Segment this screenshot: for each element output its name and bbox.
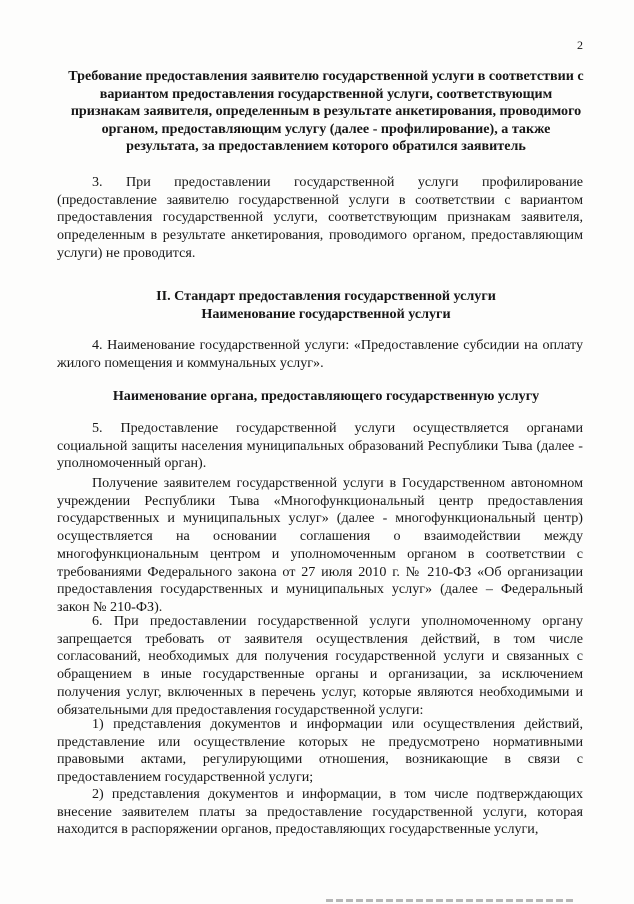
paragraph-5-mfc: Получение заявителем государственной услуги в Государственном автономном учреждении Республики Тыва «Многофункциональный центр предоставления государственных и муниципальных услуг» (далее - многофункциональный центр) осуществляется на основании соглашения о взаимодействии между многофункциональным центром и уполномоченным органом в соответствии с требованиями Федерального закона от 27 июля 2010 г. № 210-ФЗ «Об организации предоставления государственных и муниципальных услуг» (далее – Федеральный закон № 210-ФЗ). [57,475,583,615]
list-item-2: 2) представления документов и информации, в том числе подтверждающих внесение заявителем платы за предоставление государственной услуги, которая находится в распоряжении органов, предоставляющих государственные услуги, [57,786,583,838]
section-heading-standard-line1: II. Стандарт предоставления государственной услуги [156,288,496,304]
page-number: 2 [577,38,583,52]
scan-artifact-line [326,899,576,902]
subheading-authority: Наименование органа, предоставляющего государственную услугу [112,388,540,404]
paragraph-6: 6. При предоставлении государственной услуги уполномоченному органу запрещается требовать от заявителя осуществления действий, в том числе согласований, необходимых для получения государственной услуги и связанных с обращением в иные государственные органы и организации, за исключением получения услуг, включенных в перечень услуг, которые являются необходимыми и обязательными для предоставления государственной услуги: [57,613,583,718]
paragraph-3: 3. При предоставлении государственной услуги профилирование (предоставление заявителю государственной услуги в соответствии с вариантом предоставления государственной услуги, соответствующим признакам заявителя, определенным в результате анкетирования, проводимого органом, предоставляющим услуги) не проводится. [57,174,583,261]
paragraph-4: 4. Наименование государственной услуги: «Предоставление субсидии на оплату жилого помещения и коммунальных услуг». [57,337,583,371]
section-heading-standard-line2: Наименование государственной услуги [201,305,451,322]
section-heading-standard [66,288,586,323]
paragraph-5: 5. Предоставление государственной услуги осуществляется органами социальной защиты населения муниципальных образований Республики Тыва (далее - уполномоченный орган). [57,420,583,472]
list-item-1: 1) представления документов и информации или осуществления действий, представление или осуществление которых не предусмотрено нормативными правовыми актами, регулирующими отношения, возникающие в связи с предоставлением государственной услуги; [57,716,583,786]
section-heading-profiling: Требование предоставления заявителю государственной услуги в соответствии с вариантом предоставления государственной услуги, соответствующим признакам заявителя, определенным в результате анкетирования, проводимого органом, предоставляющим услугу (далее - профилирование), а также результата, за предоставлением которого обратился заявитель [68,68,584,155]
